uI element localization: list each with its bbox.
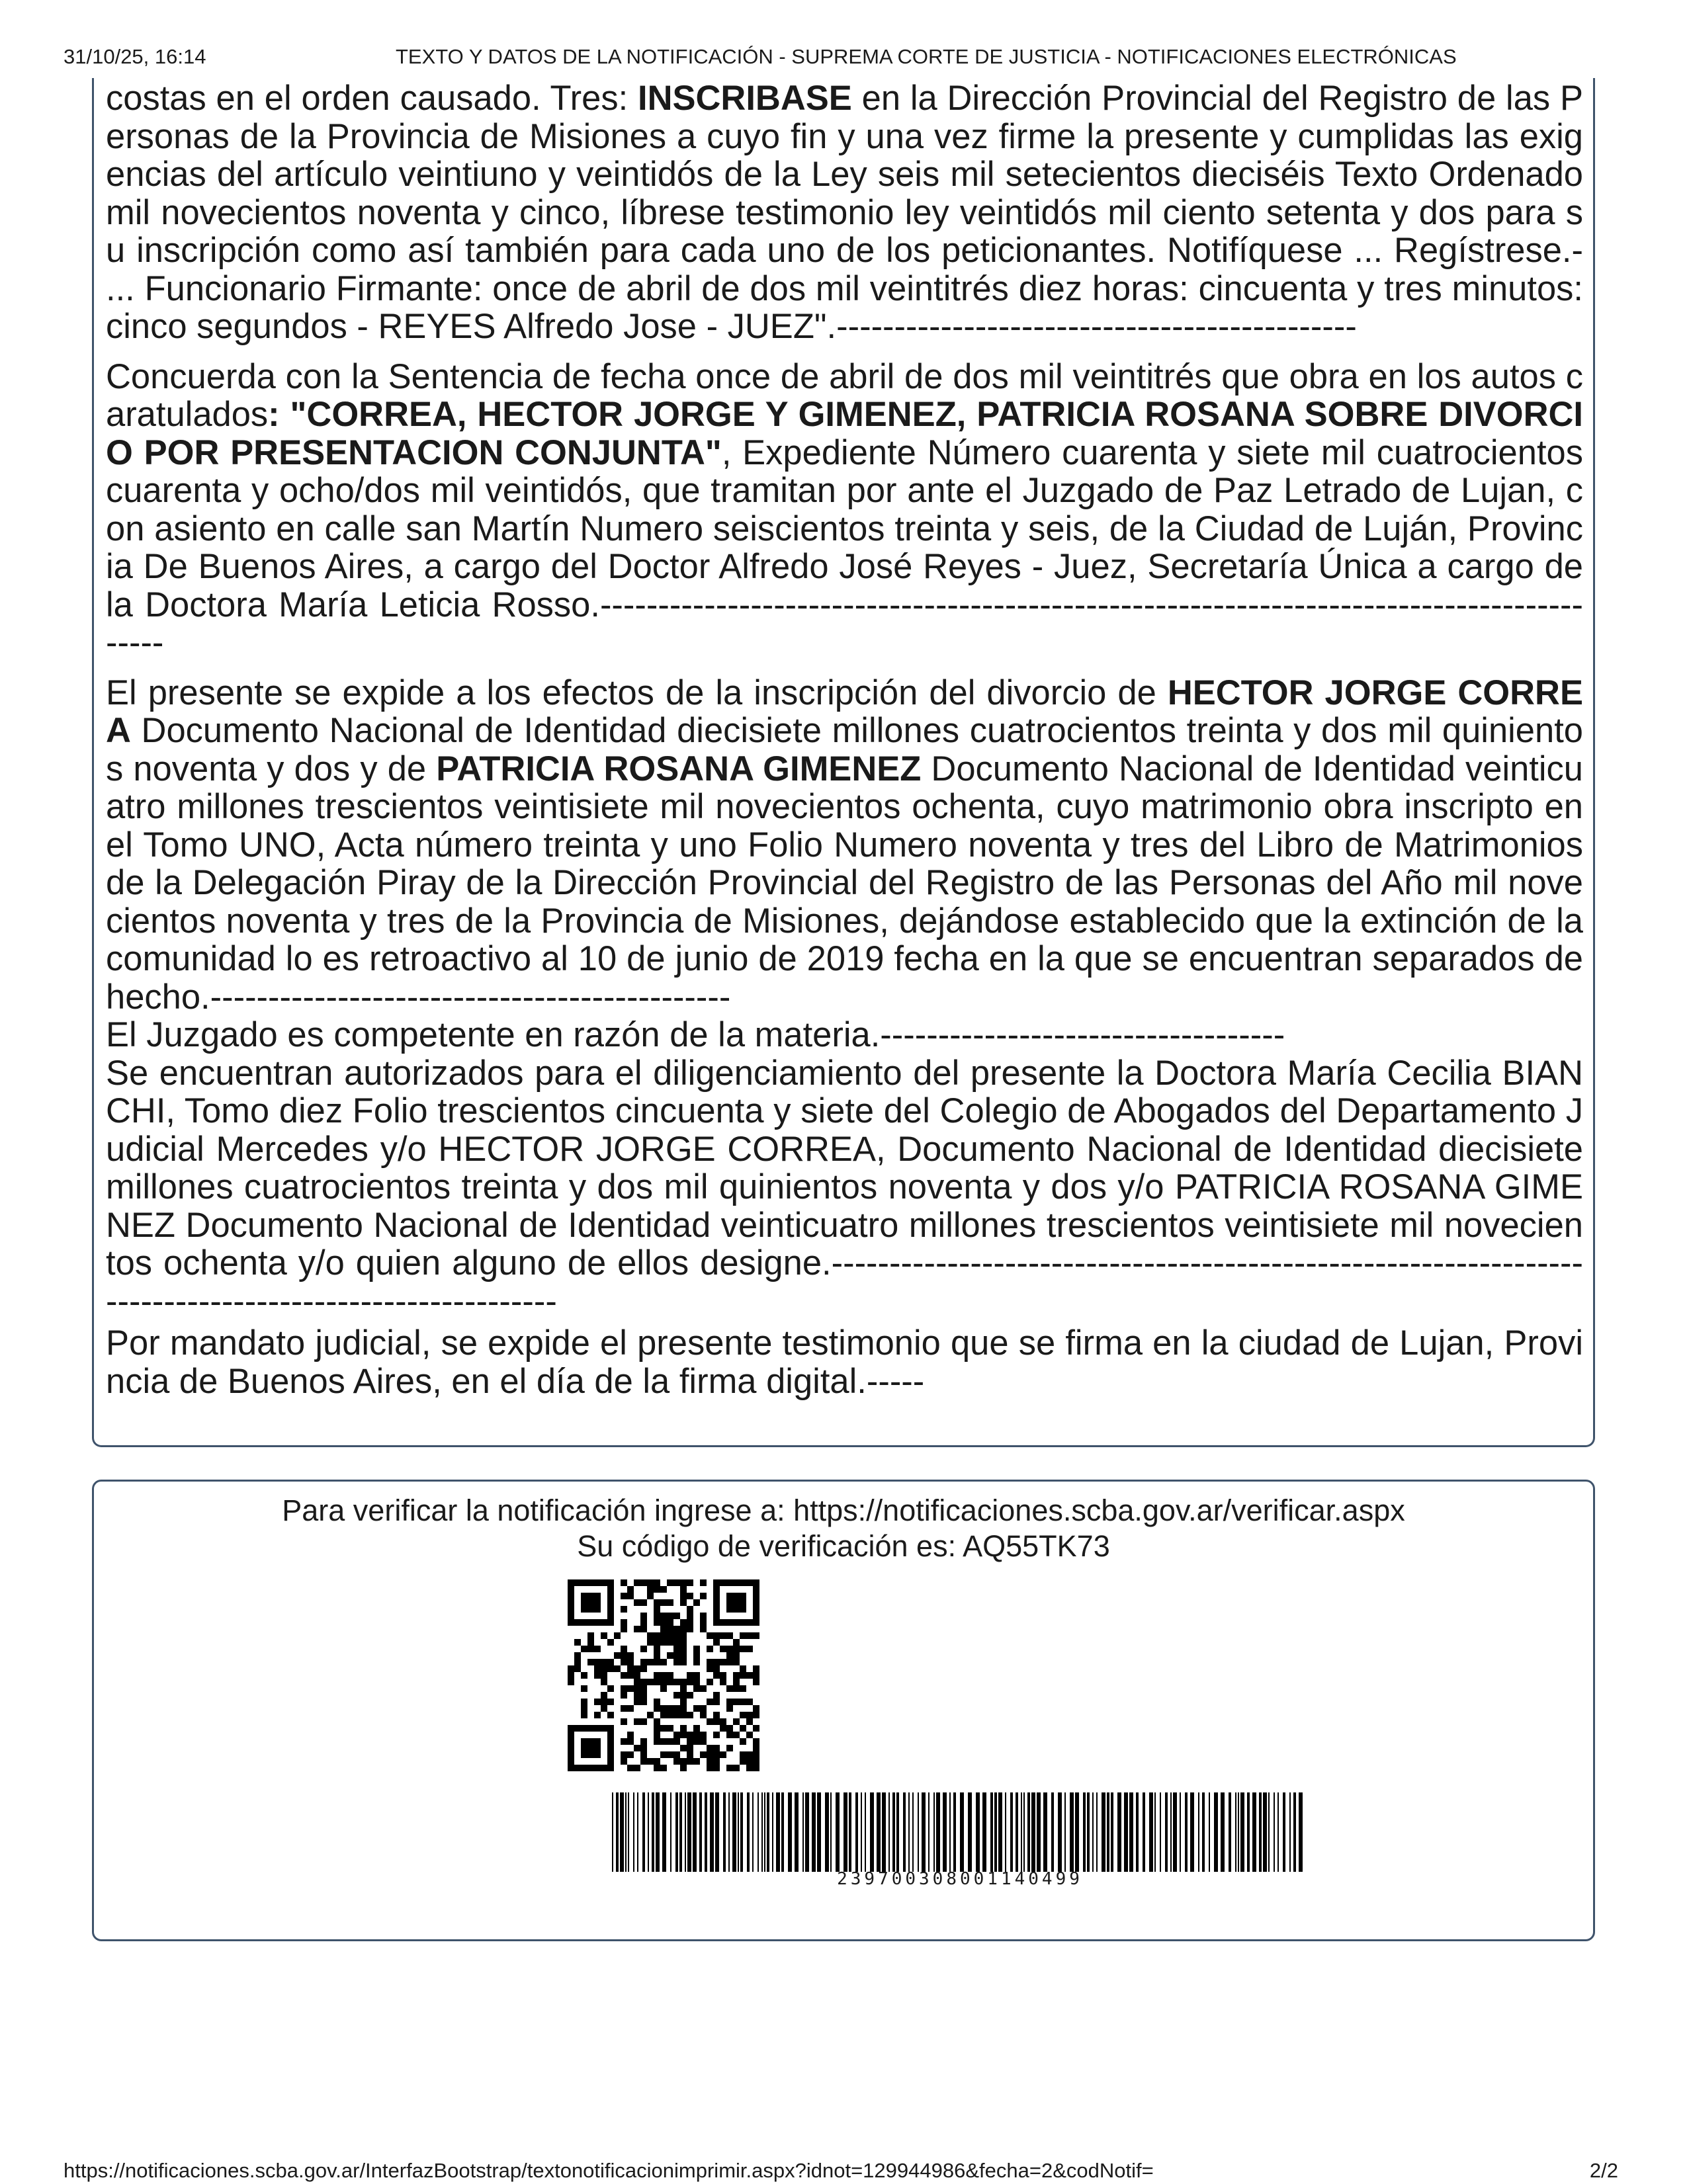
paragraph-purpose: El presente se expide a los efectos de la inscripción del divorcio de HECTOR JORGE CORREA Documento Nacional de Identidad diecisiete millones cuatrocientos treinta y dos mil quinientos noventa y dos y de PATRICIA ROSANA GIMENEZ Documento Nacional de Identidad veinticuatro millones trescientos veintisiete mil novecientos ochenta, cuyo matrimonio obra inscripto en el Tomo UNO, Acta número treinta y uno Folio Numero noventa y tres del Libro de Matrimonios de la Delegación Piray de la Dirección Provincial del Registro de las Personas del Año mil novecientos noventa y tres de la Provincia de Misiones, dejándose establecido que la extinción de la comunidad lo es retroactivo al 10 de junio de 2019 fecha en la que se encuentran separados de hecho.--------------------------------------------- — [106, 673, 1584, 1017]
print-footer — [0, 2158, 1687, 2184]
paragraph-resolution: costas en el orden causado. Tres: INSCRIBASE en la Dirección Provincial del Registro de las Personas de la Provincia de Misiones a cuyo fin y una vez firme la presente y cumplidas las exigencias del artículo veintiuno y veintidós de la Ley seis mil setecientos dieciséis Texto Ordenado mil novecientos noventa y cinco, líbrese testimonio ley veintidós mil ciento setenta y dos para su inscripción como así también para cada uno de los peticionantes. Notifíquese ... Regístrese.- ... Funcionario Firmante: once de abril de dos mil veintitrés diez horas: cincuenta y tres minutos: cinco segundos - REYES Alfredo Jose - JUEZ".--------------------------------------------- — [106, 79, 1583, 346]
verification-code: Su código de verificación es: AQ55TK73 — [577, 1529, 1110, 1563]
page-number: 2/2 — [1589, 2159, 1618, 2182]
barcode-number: 239700308001140499 — [837, 1869, 1083, 1889]
paragraph-authorized: Se encuentran autorizados para el diligenciamiento del presente la Doctora María Cecilia BIANCHI, Tomo diez Folio trescientos cincuenta y siete del Colegio de Abogados del Departamento Judicial Mercedes y/o HECTOR JORGE CORREA, Documento Nacional de Identidad diecisiete millones cuatrocientos treinta y dos mil quinientos noventa y dos y/o PATRICIA ROSANA GIMENEZ Documento Nacional de Identidad veinticuatro millones trescientos veintisiete mil novecientos ochenta y/o quien alguno de ellos designe.-------------------------------------------------------------------------------------------------------- — [106, 1053, 1583, 1321]
print-datetime: 31/10/25, 16:14 — [64, 45, 206, 68]
verification-instruction: Para verificar la notificación ingrese a: https://notificaciones.scba.gov.ar/verificar.aspx — [282, 1493, 1405, 1527]
barcode-icon — [609, 1792, 1311, 1872]
qr-code-icon — [568, 1579, 759, 1771]
paragraph-competence: El Juzgado es competente en razón de la materia.----------------------------------- — [106, 1015, 1285, 1054]
notification-text — [106, 79, 1583, 1400]
print-header — [0, 44, 1687, 70]
print-title: TEXTO Y DATOS DE LA NOTIFICACIÓN - SUPREMA CORTE DE JUSTICIA - NOTIFICACIONES ELECTRÓNICAS — [396, 45, 1457, 68]
print-url: https://notificaciones.scba.gov.ar/InterfazBootstrap/textonotificacionimprimir.aspx?idnot=129944986&fecha=2&codNotif= — [64, 2159, 1154, 2182]
paragraph-mandate: Por mandato judicial, se expide el presente testimonio que se firma en la ciudad de Lujan, Provincia de Buenos Aires, en el día de la firma digital.----- — [106, 1323, 1583, 1401]
paragraph-concordance: Concuerda con la Sentencia de fecha once de abril de dos mil veintitrés que obra en los autos caratulados: "CORREA, HECTOR JORGE Y GIMENEZ, PATRICIA ROSANA SOBRE DIVORCIO POR PRESENTACION CONJUNTA", Expediente Número cuarenta y siete mil cuatrocientos cuarenta y ocho/dos mil veintidós, que tramitan por ante el Juzgado de Paz Letrado de Lujan, con asiento en calle san Martín Numero seiscientos treinta y seis, de la Ciudad de Luján, Provincia De Buenos Aires, a cargo del Doctor Alfredo José Reyes - Juez, Secretaría Única a cargo de la Doctora María Leticia Rosso.------------------------------------------------------------------------------------------ — [106, 357, 1583, 662]
